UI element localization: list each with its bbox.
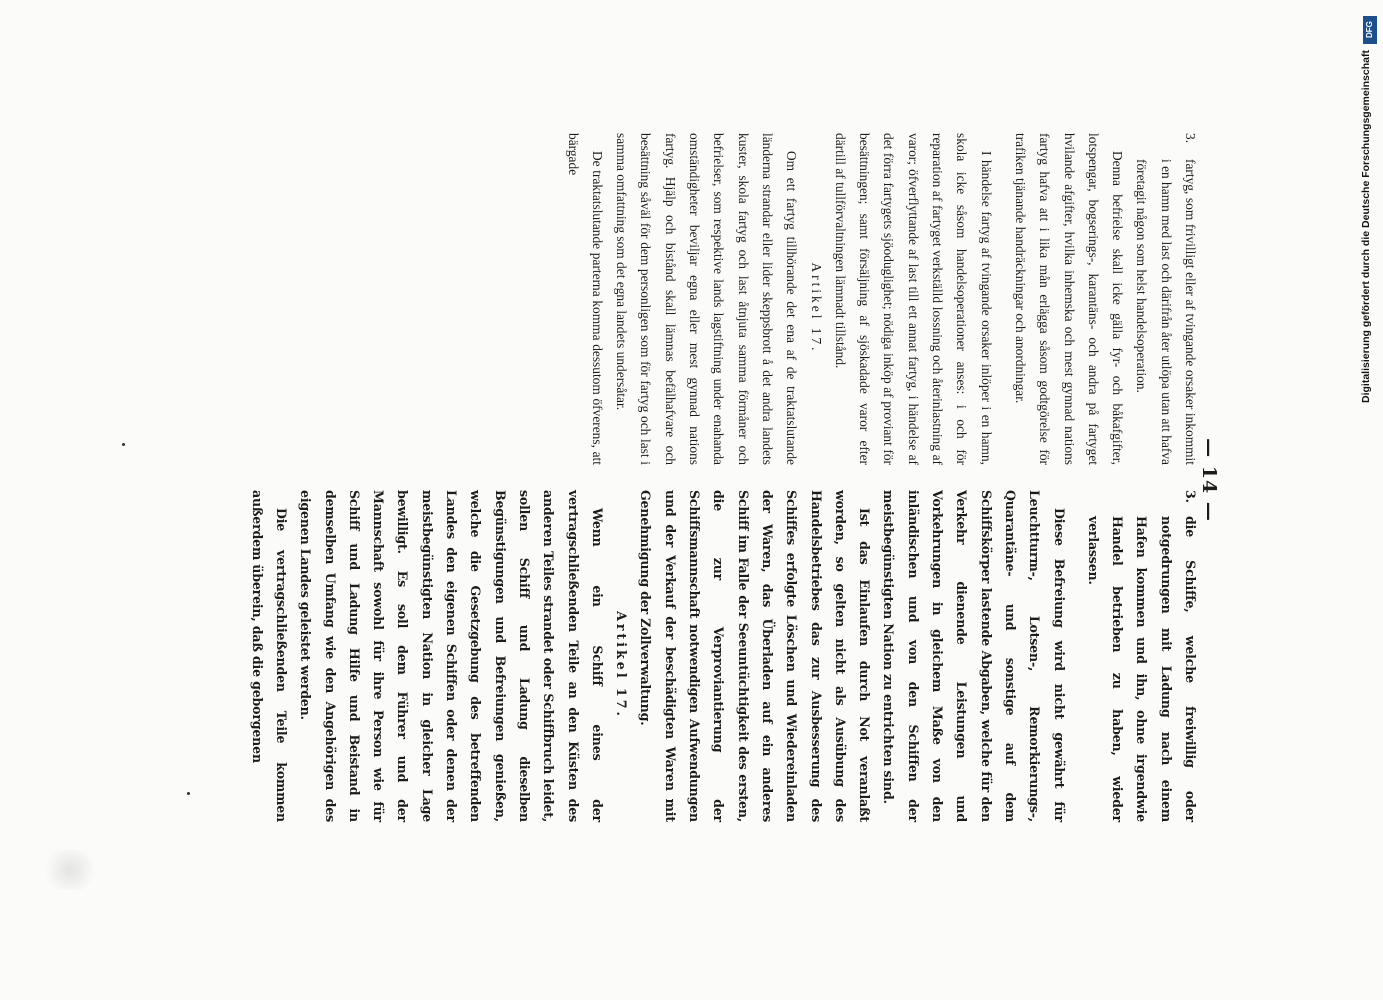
swedish-paragraph-1: Denna befrielse skall icke gälla fyr- och båkafgifter, lotspengar, bogserings-, karantäns- och andra på fartyget hvilande afgifter, hvilka inhemska och mest gynnad nations fartyg hafva att i lika mån erlägga såsom godtgörelse för trafiken tjänande handräckningar och anordningar.	[1012, 133, 1126, 465]
swedish-paragraph-3: Om ett fartyg tillhörande det ena af de traktatslutande länderna strandar eller lider skeppsbrott å det andra landets kuster, skola fartyg och last åtnjuta samma förmåner och befrielser, som respektive lands lagstiftning under enahanda omständigheter beviljar egna eller mest gynnad nations fartyg. Hjälp och bistånd skall lämnas befälhafvare och besättning såväl för dem personligen som för fartyg och last i samma omfattning som det egna landets undersåtar.	[614, 133, 800, 465]
german-paragraph-3: Wenn ein Schiff eines der vertragschließenden Teile an den Küsten des anderen Teiles strandet oder Schiffbruch leidet, sollen Schiff und Ladung dieselben Begünstigungen und Befreiungen genießen, welche die Gesetzgebung des betreffenden Landes den eigenen Schiffen oder denen der meistbegünstigten Nation in gleicher Lage bewilligt. Es soll dem Führer und der Mannschaft sowohl für ihre Person wie für Schiff und Ladung Hilfe und Beistand in demselben Umfang wie den Angehörigen des eigenen Landes geleistet werden.	[298, 490, 605, 822]
german-item-text: die Schiffe, welche freiwillig oder notgedrungen mit Ladung nach einem Hafen kommen und ihn, ohne irgendwie Handel betrieben zu haben, wieder verlassen.	[1085, 516, 1198, 822]
page-number: — 14 —	[1198, 438, 1220, 522]
scan-dot	[122, 443, 125, 446]
watermark-text: Digitalisierung gefördert durch die Deutsche Forschungsgemeinschaft	[1360, 50, 1372, 403]
german-column	[244, 490, 1202, 822]
dfg-logo: DFG	[1363, 16, 1377, 44]
german-paragraph-4: Die vertragschließenden Teile kommen außerdem überein, daß die geborgenen	[249, 490, 290, 822]
swedish-article-heading: Artikel 17.	[808, 262, 824, 354]
scan-artifact	[40, 850, 100, 890]
german-paragraph-2: Ist das Einlaufen durch Not veranlaßt worden, so gelten nicht als Ausübung des Handelsbetriebes das zur Ausbesserung des Schiffes erfolgte Löschen und Wiedereinladen der Waren, das Überladen auf ein anderes Schiff im Falle der Seeuntüchtigkeit des ersten, die zur Verproviantierung der Schiffsmannschaft notwendigen Aufwendungen und der Verkauf der beschädigten Waren mit Genehmigung der Zollverwaltung.	[638, 490, 873, 822]
swedish-column	[560, 133, 1202, 465]
swedish-paragraph-2: I händelse fartyg af tvingande orsaker inlöper i en hamn, skola icke såsom handelsoperationer anses: i och för reparation af fartyget verkställd lossning och återinlastning af varor; öfverflyttande af last till ett annat fartyg, i händelse af det förra fartygets sjöoduglighet; nödiga inköp af proviant för besättningen; samt försäljning af sjöskadade varor efter därtill af tullförvaltningen lämnadt tillstånd.	[832, 133, 994, 465]
german-paragraph-1: Diese Befreiung wird nicht gewährt für Leuchtturm-, Lotsen-, Remorkierungs-, Quarantäne- und sonstige auf dem Schiffskörper lastende Abgaben, welche für den Verkehr dienende Leistungen und Vorkehrungen in gleichem Maße von den inländischen und von den Schiffen der meistbegünstigten Nation zu entrichten sind.	[881, 490, 1067, 822]
swedish-item-text: fartyg, som frivilligt eller af tvingande orsaker inkommit i en hamn med last och därifrån åter utlöpa utan att hafva företagit någon som helst handelsoperation.	[1134, 159, 1198, 466]
swedish-paragraph-4: De traktatslutande parterna komma dessutom öfverens, att bärgade	[565, 133, 605, 465]
german-article-heading: Artikel 17.	[614, 611, 630, 719]
digitization-watermark	[1360, 10, 1380, 403]
rotated-text-block	[170, 130, 1250, 830]
german-item-3	[1081, 490, 1202, 822]
swedish-item-number: 3.	[1183, 133, 1198, 144]
scan-dot	[187, 792, 190, 795]
german-item-number: 3.	[1183, 490, 1198, 503]
swedish-item-3	[1129, 133, 1202, 465]
